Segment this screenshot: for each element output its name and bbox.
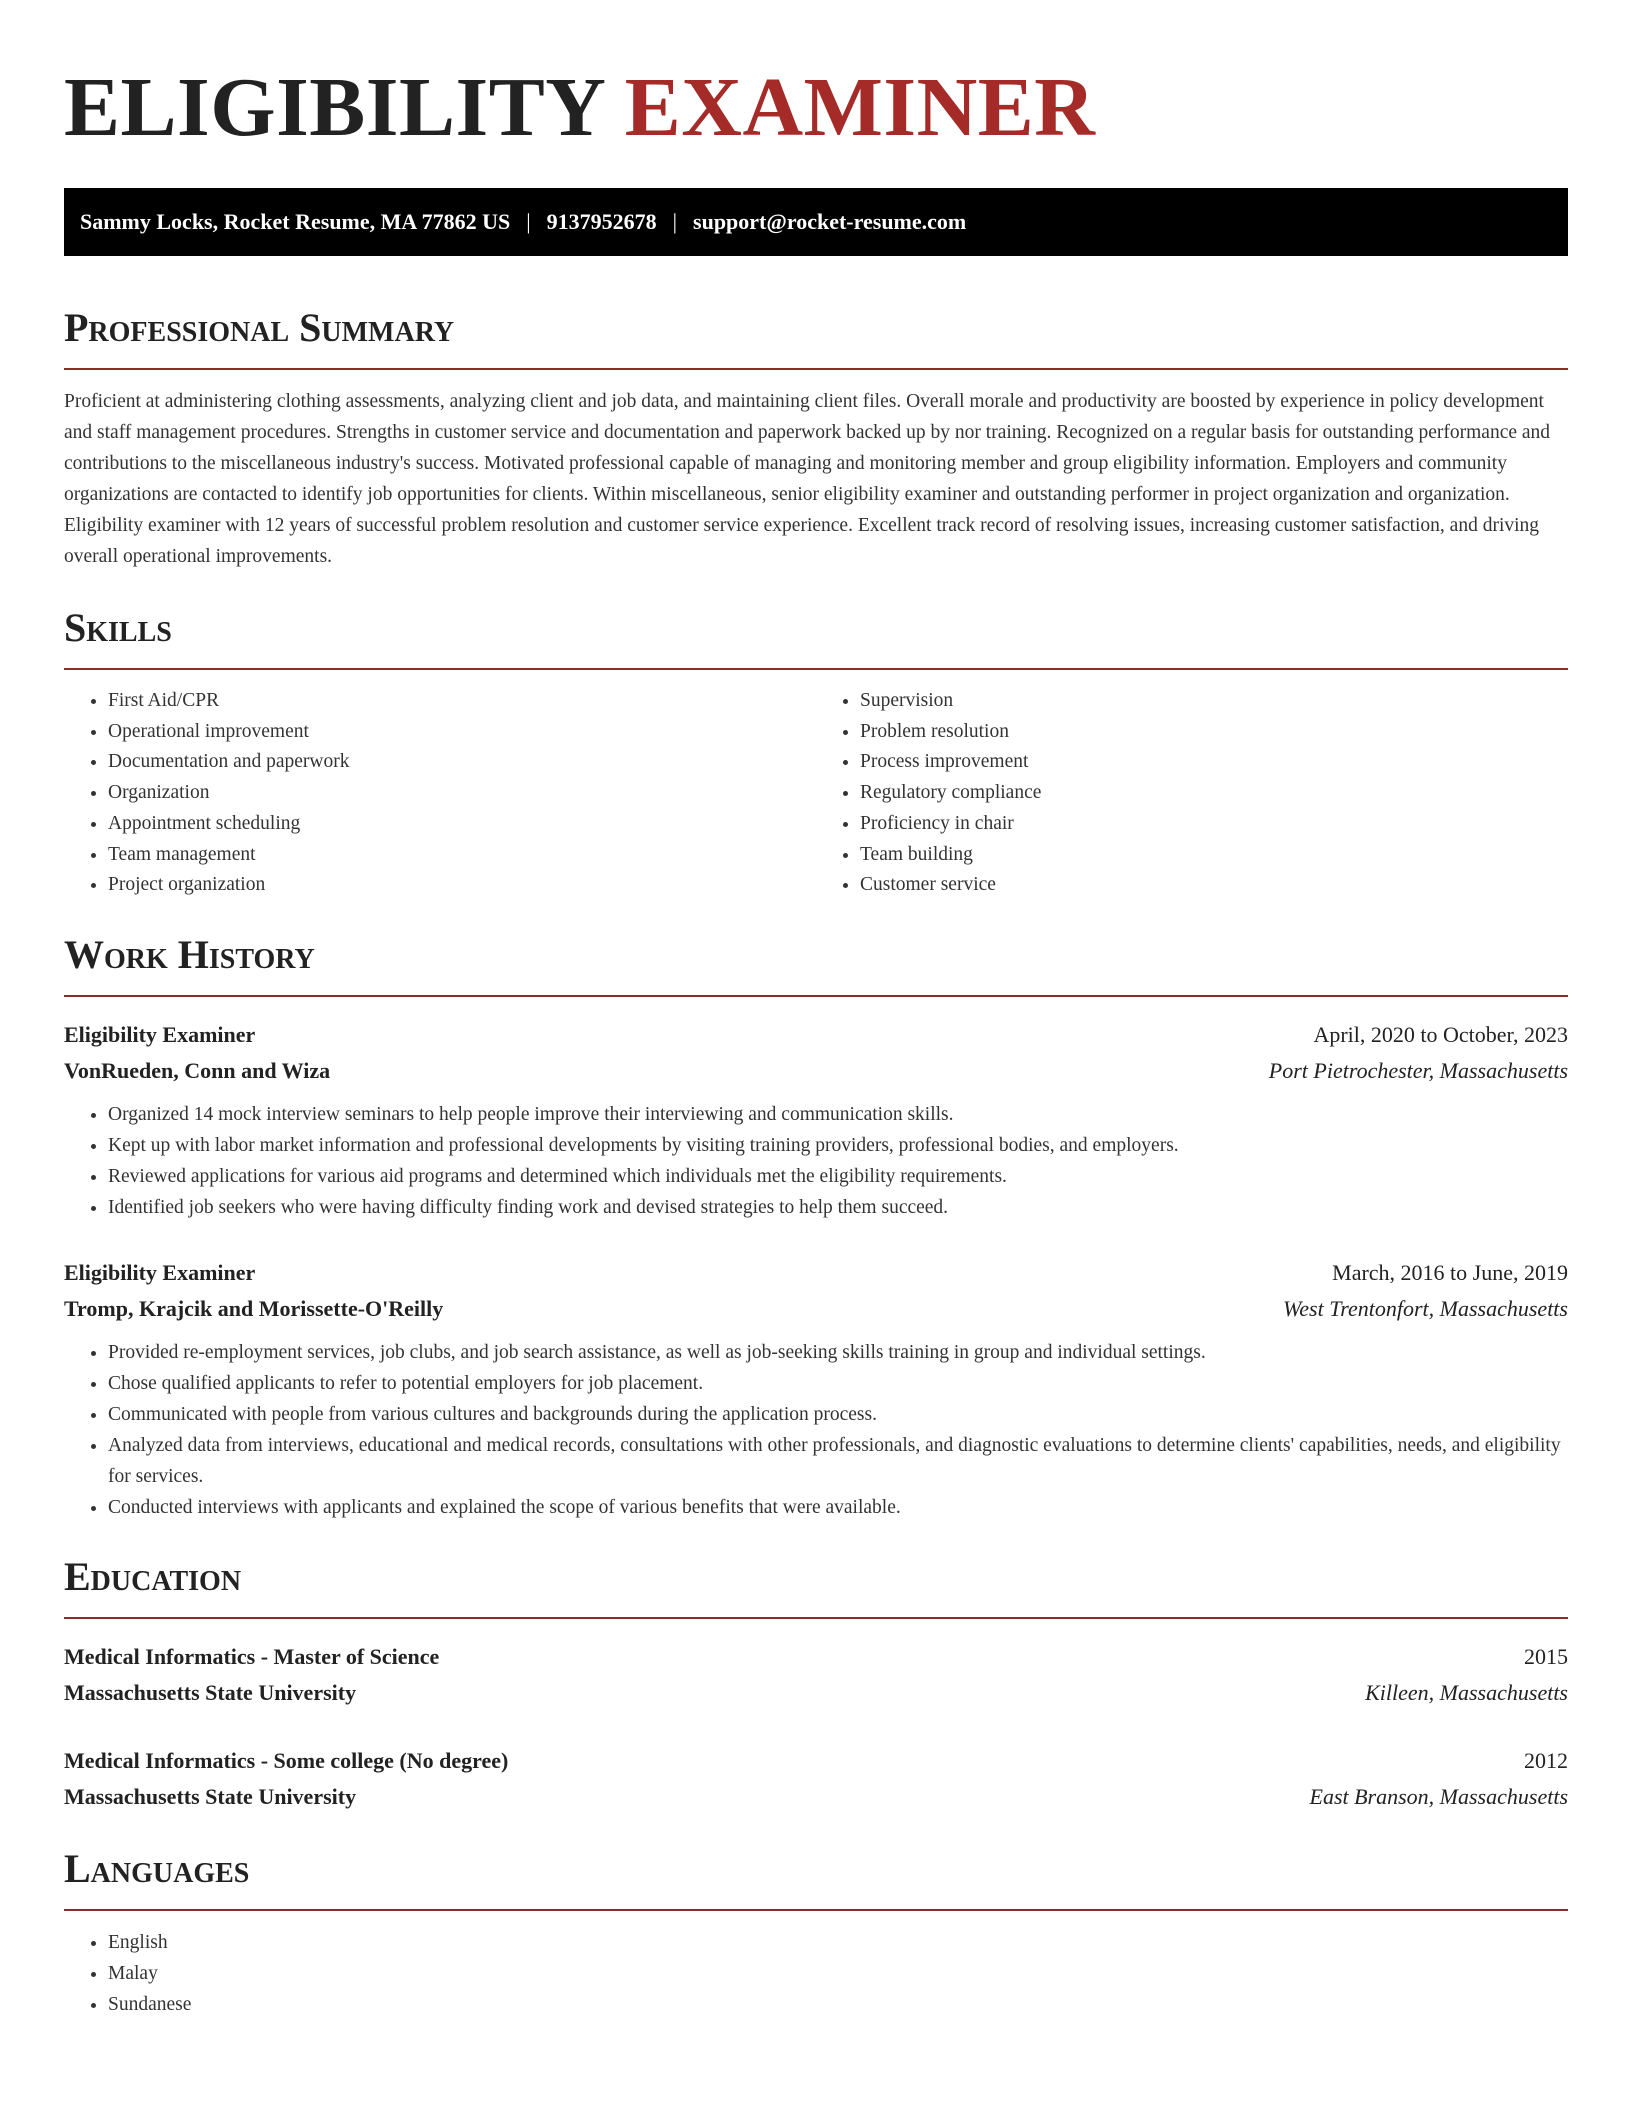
job-bullet: • Chose qualified applicants to refer to potential employers for job placement. xyxy=(108,1368,1568,1399)
education-degree: Medical Informatics - Master of Science xyxy=(64,1643,440,1669)
job-bullet: • Kept up with labor market information and professional developments by visiting training providers, professional bodies, and employers. xyxy=(108,1130,1568,1161)
job-bullet: • Communicated with people from various cultures and backgrounds during the application process. xyxy=(108,1399,1568,1430)
section-divider xyxy=(64,368,1568,370)
contact-email: support@rocket-resume.com xyxy=(693,209,967,234)
education-header xyxy=(64,1639,1568,1675)
education-location: East Branson, Massachusetts xyxy=(1309,1783,1568,1809)
language-item: • Sundanese xyxy=(108,1989,1568,2020)
title-second-word: EXAMINER xyxy=(624,61,1096,154)
job-bullet: • Analyzed data from interviews, educational and medical records, consultations with other professionals, and diagnostic evaluations to determine clients' capabilities, needs, and eligibility for services. xyxy=(108,1430,1568,1492)
job-bullet: • Organized 14 mock interview seminars to help people improve their interviewing and communication skills. xyxy=(108,1099,1568,1130)
language-item: • English xyxy=(108,1927,1568,1958)
job-dates: April, 2020 to October, 2023 xyxy=(1313,1021,1568,1047)
summary-section xyxy=(64,305,1568,572)
section-title-languages: Languages xyxy=(64,1845,250,1891)
job-bullets xyxy=(64,1099,1568,1223)
job-location: West Trentonfort, Massachusetts xyxy=(1282,1295,1568,1321)
skills-list-right xyxy=(816,686,1568,901)
contact-address: Sammy Locks, Rocket Resume, MA 77862 US xyxy=(80,209,511,234)
job-header xyxy=(64,1017,1568,1053)
section-title-summary: Professional Summary xyxy=(64,305,455,350)
job-entry xyxy=(64,1017,1568,1223)
contact-separator: | xyxy=(526,209,531,234)
skill-item: • Team building xyxy=(860,840,1568,871)
section-divider xyxy=(64,1909,1568,1911)
education-section xyxy=(64,1553,1568,1815)
languages-section xyxy=(64,1845,1568,2020)
education-degree: Medical Informatics - Some college (No degree) xyxy=(64,1747,509,1773)
section-divider xyxy=(64,1617,1568,1619)
education-entry xyxy=(64,1639,1568,1711)
skill-item: • Proficiency in chair xyxy=(860,809,1568,840)
skill-item: • Supervision xyxy=(860,686,1568,717)
skill-item: • Appointment scheduling xyxy=(108,809,816,840)
job-bullet: • Provided re-employment services, job clubs, and job search assistance, as well as job-seeking skills training in group and individual settings. xyxy=(108,1337,1568,1368)
job-subheader xyxy=(64,1291,1568,1327)
education-year: 2012 xyxy=(1524,1747,1568,1773)
job-role: Eligibility Examiner xyxy=(64,1259,256,1285)
contact-phone: 9137952678 xyxy=(546,209,657,234)
skill-item: • First Aid/CPR xyxy=(108,686,816,717)
skill-item: • Customer service xyxy=(860,870,1568,901)
contact-bar xyxy=(64,188,1568,256)
section-divider xyxy=(64,668,1568,670)
section-divider xyxy=(64,995,1568,997)
work-history-section xyxy=(64,931,1568,1523)
job-bullet: • Identified job seekers who were having difficulty finding work and devised strategies to help them succeed. xyxy=(108,1192,1568,1223)
title-first-word: ELIGIBILITY xyxy=(64,61,604,154)
skill-item: • Project organization xyxy=(108,870,816,901)
education-subheader xyxy=(64,1779,1568,1815)
education-subheader xyxy=(64,1675,1568,1711)
job-location: Port Pietrochester, Massachusetts xyxy=(1268,1057,1568,1083)
education-location: Killeen, Massachusetts xyxy=(1365,1679,1568,1705)
job-company: Tromp, Krajcik and Morissette-O'Reilly xyxy=(64,1295,444,1321)
skill-item: • Regulatory compliance xyxy=(860,778,1568,809)
education-school: Massachusetts State University xyxy=(64,1783,357,1809)
job-role: Eligibility Examiner xyxy=(64,1021,256,1047)
skill-item: • Problem resolution xyxy=(860,717,1568,748)
language-item: • Malay xyxy=(108,1958,1568,1989)
skill-item: • Process improvement xyxy=(860,747,1568,778)
job-dates: March, 2016 to June, 2019 xyxy=(1332,1259,1568,1285)
job-bullet: • Reviewed applications for various aid programs and determined which individuals met the eligibility requirements. xyxy=(108,1161,1568,1192)
skill-item: • Operational improvement xyxy=(108,717,816,748)
job-subheader xyxy=(64,1053,1568,1089)
education-year: 2015 xyxy=(1524,1643,1568,1669)
skill-item: • Documentation and paperwork xyxy=(108,747,816,778)
education-school: Massachusetts State University xyxy=(64,1679,357,1705)
job-bullets xyxy=(64,1337,1568,1523)
section-title-skills: Skills xyxy=(64,605,172,650)
skill-item: • Team management xyxy=(108,840,816,871)
summary-text: Proficient at administering clothing assessments, analyzing client and job data, and maintaining client files. Overall morale and productivity are boosted by experience in policy development and staff management procedures. Strengths in customer service and documentation and paperwork backed up by nor training. Recognized on a regular basis for outstanding performance and contributions to the miscellaneous industry's success. Motivated professional capable of managing and monitoring member and group eligibility information. Employers and community organizations are contacted to identify job opportunities for clients. Within miscellaneous, senior eligibility examiner and outstanding performer in project organization and organization. Eligibility examiner with 12 years of successful problem resolution and customer service experience. Excellent track record of resolving issues, increasing customer satisfaction, and driving overall operational improvements. xyxy=(64,391,1551,567)
languages-list xyxy=(64,1927,1568,2020)
section-title-education: Education xyxy=(64,1553,242,1599)
job-header xyxy=(64,1255,1568,1291)
resume-title xyxy=(64,61,1568,154)
contact-separator: | xyxy=(672,209,678,234)
job-entry xyxy=(64,1255,1568,1523)
skills-list-left xyxy=(64,686,816,901)
skills-columns xyxy=(64,686,1568,901)
job-company: VonRueden, Conn and Wiza xyxy=(64,1057,331,1083)
section-title-work-history: Work History xyxy=(64,931,315,977)
job-bullet: • Conducted interviews with applicants and explained the scope of various benefits that were available. xyxy=(108,1492,1568,1523)
skills-section xyxy=(64,605,1568,901)
education-entry xyxy=(64,1743,1568,1815)
skill-item: • Organization xyxy=(108,778,816,809)
education-header xyxy=(64,1743,1568,1779)
